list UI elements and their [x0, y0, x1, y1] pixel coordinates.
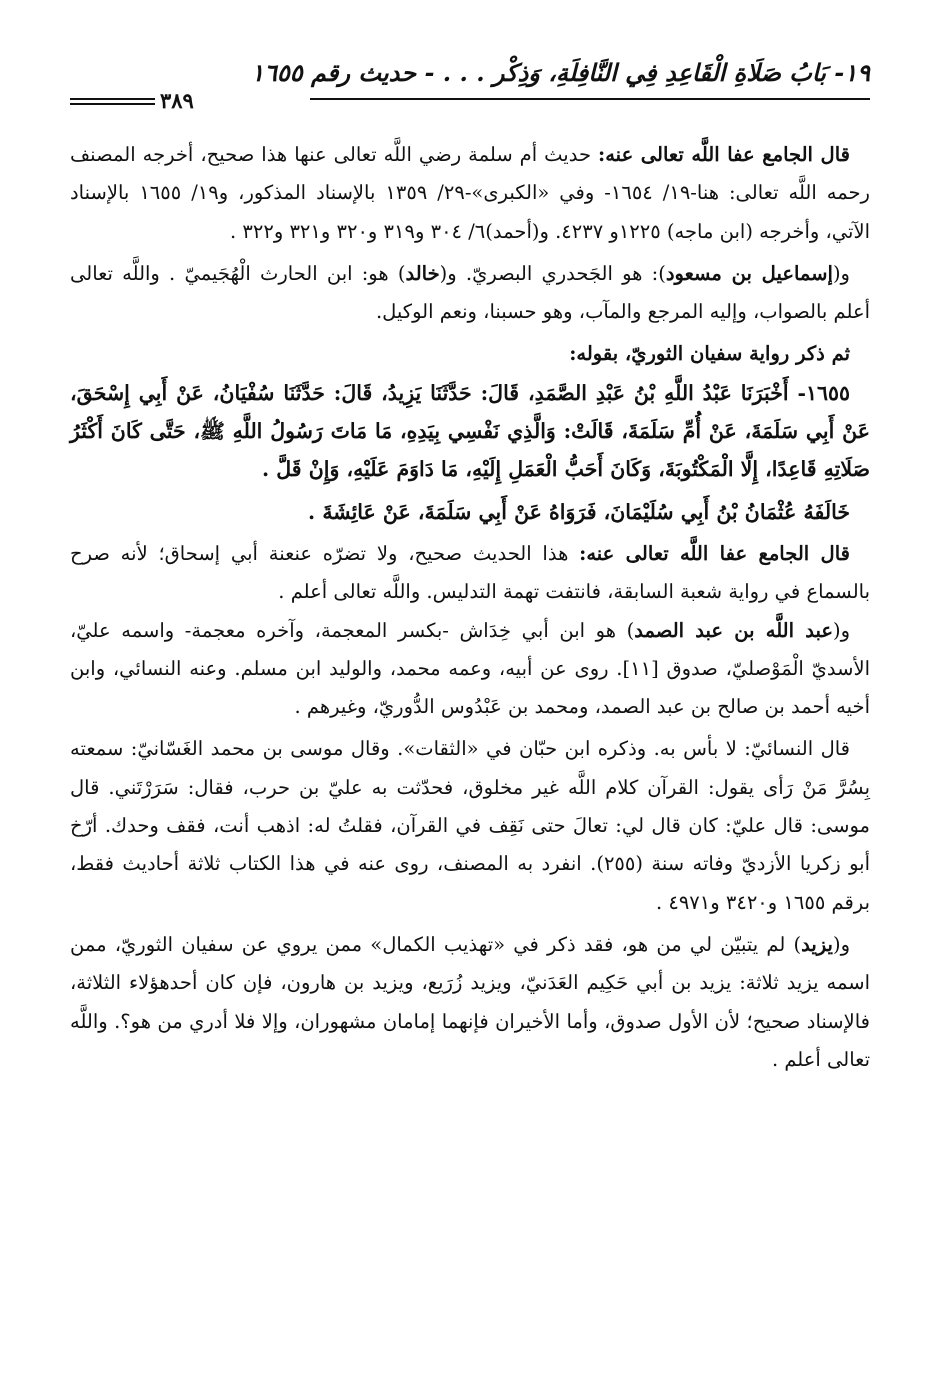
header-rule: [310, 98, 870, 100]
commentary-paragraph-2: [70, 535, 870, 612]
narrator-paragraph-1: [70, 255, 870, 332]
body-text: [70, 136, 870, 1079]
text-part: ) لم يتبيّن لي من هو، فقد ذكر في «تهذيب الكمال» ممن يروي عن سفيان الثوريّ، ممن اسمه يزيد ثلاثة: يزيد بن أبي حَكِيم العَدَنيّ، ويزيد زُرَيع، ويزيد بن هارون، فإن كان أحدهؤلاء الثلاثة، فالإسناد صحيح؛ لأن الأول صدوق، وأما الأخيران فإنهما إمامان مشهوران، وإلا فلا أدري من هو؟. واللَّه تعالى أعلم .: [70, 932, 870, 1071]
text-part: و(: [832, 261, 850, 285]
paragraph-text: حديث أم سلمة رضي اللَّه تعالى عنها هذا صحيح، أخرجه المصنف رحمه اللَّه تعالى: هنا-١٩/ ١٦٥٤- وفي «الكبرى»-٢٩/ ١٣٥٩ بالإسناد المذكور، و١٩/ ١٦٥٥ بالإسناد الآتي، وأخرجه (ابن ماجه) ١٢٢٥و ٤٢٣٧. و(أحمد)٦/ ٣٠٤ و٣١٩ و٣٢٠ و٣٢١ و٣٢٢ .: [70, 143, 870, 243]
hadith-note: خَالَفَهُ عُثْمَانُ بْنُ أَبِي سُلَيْمَانَ، فَرَوَاهُ عَنْ أَبِي سَلَمَةَ، عَنْ عَائِشَةَ .: [308, 499, 850, 524]
header-rule-left-top: [70, 98, 155, 100]
narrator-name: خالد: [405, 261, 440, 285]
narrator-paragraph-2: [70, 612, 870, 727]
text-part: ) هو ابن أبي خِدَاش -بكسر المعجمة، وآخره معجمة- واسمه عليّ، الأسديّ الْمَوْصليّ، صدوق [١١]. روى عن أبيه، وعمه محمد، والوليد ابن مسلم. وعنه النسائي، وابن أخيه أحمد بن صالح بن عبد الصمد، ومحمد بن عَبْدُوس الدُّوريّ، وغيرهم .: [70, 618, 870, 719]
intro-text: ثم ذكر رواية سفيان الثوريّ، بقوله:: [569, 342, 850, 366]
paragraph-lead: قال الجامع عفا اللَّه تعالى عنه:: [598, 143, 850, 166]
paragraph-text: هذا الحديث صحيح، ولا تضرّه عنعنة أبي إسحاق؛ لأنه صرح بالسماع في رواية شعبة السابقة، فانتفت تهمة التدليس. واللَّه تعالى أعلم .: [70, 541, 870, 604]
narrator-name: إسماعيل بن مسعود: [665, 261, 833, 285]
commentary-paragraph-1: [70, 136, 870, 251]
biography-paragraph: قال النسائيّ: لا بأس به. وذكره ابن حبّان في «الثقات». وقال موسى بن محمد الغَسّانيّ: سمعته بِسُرَّ مَنْ رَأى يقول: القرآن كلام اللَّه غير مخلوق، فحدّثت به عليّ بن حرب، فقال: سَرَرْتَني. قال موسى: قال عليّ: كان قال لي: تعالَ حتى نَقِف في القرآن، فقلتُ له: اذهب أنت، فقف وحدك. أرّخ أبو زكريا الأزديّ وفاته سنة (٢٥٥). انفرد به المصنف، روى عنه في هذا الكتاب ثلاثة أحاديث فقط، برقم ١٦٥٥ و٣٤٢٠ و٤٩٧١ .: [70, 737, 870, 914]
narrator-name: عبد اللَّه بن عبد الصمد: [634, 618, 833, 642]
chapter-title: ١٩- بَابُ صَلَاةِ الْقَاعِدِ فِي النَّافِلَةِ، وَذِكْر . . . - حديث رقم ١٦٥٥: [251, 58, 870, 87]
text-part: و(: [832, 932, 850, 956]
header-rule-left-bottom: [70, 103, 155, 105]
hadith-text: ١٦٥٥- أَخْبَرَنَا عَبْدُ اللَّهِ بْنُ عَبْدِ الصَّمَدِ، قَالَ: حَدَّثَنَا يَزِيدُ، قَالَ: حَدَّثَنَا سُفْيَانُ، عَنْ أَبِي إِسْحَقَ، عَنْ أَبِي سَلَمَةَ، عَنْ أُمِّ سَلَمَةَ، قَالَتْ: وَالَّذِي نَفْسِي بِيَدِهِ، مَا مَاتَ رَسُولُ اللَّهِ ﷺ، حَتَّى كَانَ أَكْثَرُ صَلَاتِهِ قَاعِدًا، إِلَّا الْمَكْتُوبَةَ، وَكَانَ أَحَبُّ الْعَمَلِ إِلَيْهِ، مَا دَاوَمَ عَلَيْهِ، وَإِنْ قَلَّ .: [70, 380, 870, 482]
narrator-paragraph-3: [70, 926, 870, 1079]
page-number: ٣٨٩: [160, 88, 194, 113]
paragraph-lead: قال الجامع عفا اللَّه تعالى عنه:: [579, 541, 850, 565]
running-header: [70, 58, 870, 113]
text-part: و(: [832, 618, 851, 642]
intro-line: [70, 335, 870, 373]
book-page: [70, 58, 870, 1358]
text-part: ): هو الجَحدري البصريّ. و(: [439, 261, 666, 285]
text-part: ) هو: ابن الحارث الْهُجَيميّ . واللَّه تعالى أعلم بالصواب، وإليه المرجع والمآب، وهو حسبنا، ونعم الوكيل.: [70, 261, 870, 324]
narrator-name: يزيد: [801, 932, 833, 956]
